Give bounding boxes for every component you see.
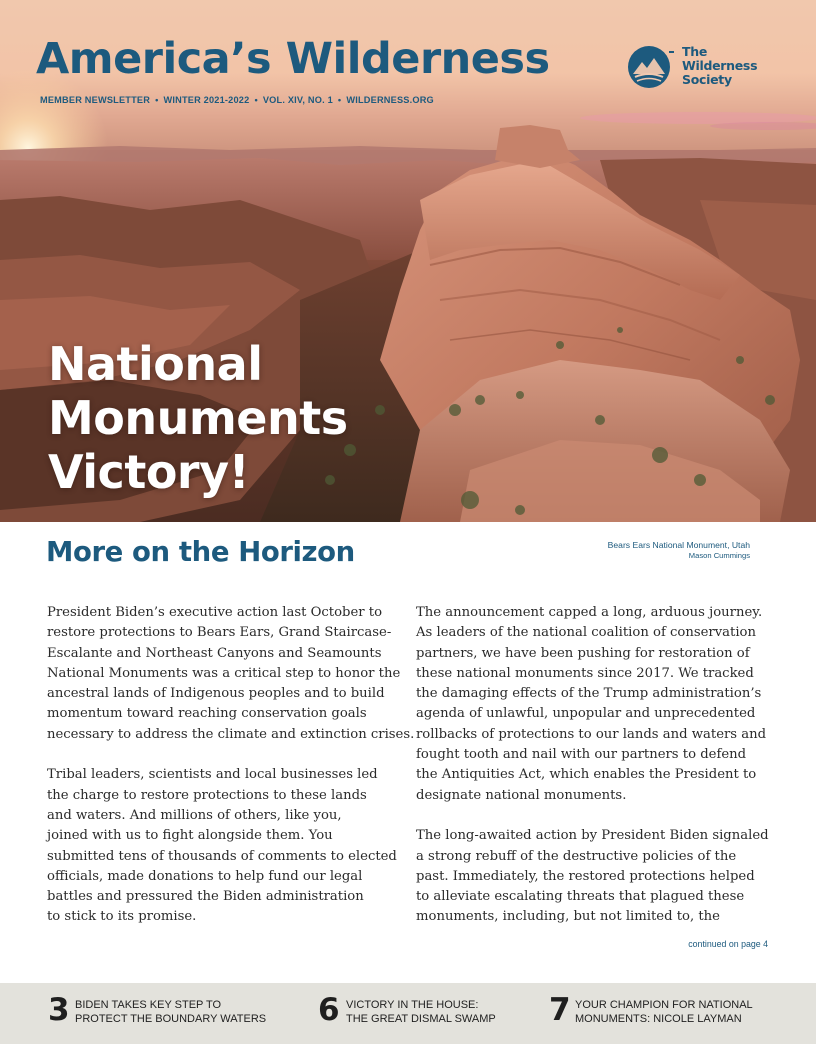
meta-separator: • <box>337 95 342 105</box>
teaser-line: BIDEN TAKES KEY STEP TO <box>75 999 222 1011</box>
text-line: the Antiquities Act, which enables the President to <box>416 767 757 783</box>
article-column-left <box>47 603 415 948</box>
text-line: joined with us to fight alongside them. You <box>47 828 333 844</box>
meta-separator: • <box>254 95 258 105</box>
continued-on-page-link[interactable]: continued on page 4 <box>688 939 768 949</box>
teaser-line: MONUMENTS: NICOLE LAYMAN <box>575 1013 742 1025</box>
text-line: officials, made donations to help fund our legal <box>47 868 363 884</box>
text-line: these national monuments since 2017. We tracked <box>416 665 754 681</box>
article-column-right <box>416 603 772 948</box>
website-link[interactable]: WILDERNESS.ORG <box>346 95 434 105</box>
headline-line: Monuments <box>48 391 348 445</box>
text-line: monuments, including, but not limited to, the <box>416 909 720 925</box>
article-subhead: More on the Horizon <box>46 536 355 568</box>
teaser-line: VICTORY IN THE HOUSE: <box>346 999 479 1011</box>
text-line: ancestral lands of Indigenous peoples and to build <box>47 686 385 702</box>
text-line: a strong rebuff of the destructive policies of the <box>416 848 737 864</box>
text-line: National Monuments was a critical step to honor the <box>47 665 401 681</box>
text-line: to alleviate escalating threats that plagued these <box>416 889 745 905</box>
text-line: The long-awaited action by President Biden signaled <box>416 828 769 844</box>
text-line: The announcement capped a long, arduous journey. <box>416 605 763 620</box>
caption-location: Bears Ears National Monument, Utah <box>607 540 750 550</box>
text-line: battles and pressured the Biden administration <box>47 889 364 905</box>
text-line: restore protections to Bears Ears, Grand Staircase- <box>47 625 392 641</box>
text-line: designate national monuments. <box>416 787 627 803</box>
text-line: the damaging effects of the Trump administration’s <box>416 686 762 702</box>
teaser-title <box>575 998 753 1026</box>
issue-volume: VOL. XIV, NO. 1 <box>262 95 333 105</box>
logo-line: Society <box>682 72 732 87</box>
newsletter-label: MEMBER NEWSLETTER <box>40 95 151 105</box>
text-line: the charge to restore protections to these lands <box>47 787 367 803</box>
teaser-dismal-swamp[interactable] <box>318 983 518 1044</box>
masthead-title: America’s Wilderness <box>36 34 550 84</box>
text-line: and waters. And millions of others, like you, <box>47 807 342 823</box>
text-line: fought tooth and nail with our partners to defend <box>416 747 747 763</box>
teaser-page-number: 6 <box>318 992 340 1028</box>
text-line: submitted tens of thousands of comments to elected <box>47 848 397 864</box>
photo-caption <box>608 540 750 561</box>
logo-wordmark <box>682 45 757 87</box>
meta-separator: • <box>155 95 159 105</box>
text-line: Tribal leaders, scientists and local businesses led <box>47 767 378 783</box>
teaser-line: PROTECT THE BOUNDARY WATERS <box>75 1013 267 1025</box>
text-line: momentum toward reaching conservation goals <box>47 706 367 722</box>
teaser-line: THE GREAT DISMAL SWAMP <box>346 1013 496 1025</box>
text-line: Escalante and Northeast Canyons and Seamounts <box>47 645 382 661</box>
logo-line: The <box>682 44 708 59</box>
paragraph <box>47 603 415 745</box>
teaser-page-number: 3 <box>48 992 70 1028</box>
wilderness-society-logo-icon <box>625 44 675 90</box>
issue-season: WINTER 2021-2022 <box>163 95 250 105</box>
hero-headline <box>48 337 348 499</box>
masthead-meta <box>40 95 434 105</box>
teaser-line: YOUR CHAMPION FOR NATIONAL <box>575 999 753 1011</box>
paragraph <box>47 765 397 927</box>
text-line: rollbacks of protections to our lands and waters and <box>416 726 767 742</box>
paragraph <box>416 603 772 806</box>
photo-credit: Mason Cummings <box>688 550 750 560</box>
text-line: agenda of unlawful, unpopular and unprecedented <box>416 706 756 722</box>
text-line: past. Immediately, the restored protections helped <box>416 868 755 884</box>
teaser-boundary-waters[interactable] <box>48 983 278 1044</box>
teaser-nicole-layman[interactable] <box>549 983 779 1044</box>
wilderness-society-logo[interactable] <box>625 42 775 94</box>
text-line: partners, we have been pushing for restoration of <box>416 645 750 661</box>
logo-line: Wilderness <box>682 58 758 73</box>
text-line: President Biden’s executive action last October to <box>47 605 383 620</box>
teaser-page-number: 7 <box>549 992 571 1028</box>
text-line: As leaders of the national coalition of conservation <box>416 625 756 641</box>
text-line: to stick to its promise. <box>47 909 197 925</box>
headline-line: National <box>48 337 263 391</box>
teaser-title <box>75 998 266 1026</box>
teaser-title <box>346 998 496 1026</box>
inside-this-issue-bar <box>0 983 816 1044</box>
text-line: necessary to address the climate and extinction crises. <box>47 726 415 742</box>
paragraph <box>416 826 772 927</box>
headline-line: Victory! <box>48 445 250 499</box>
